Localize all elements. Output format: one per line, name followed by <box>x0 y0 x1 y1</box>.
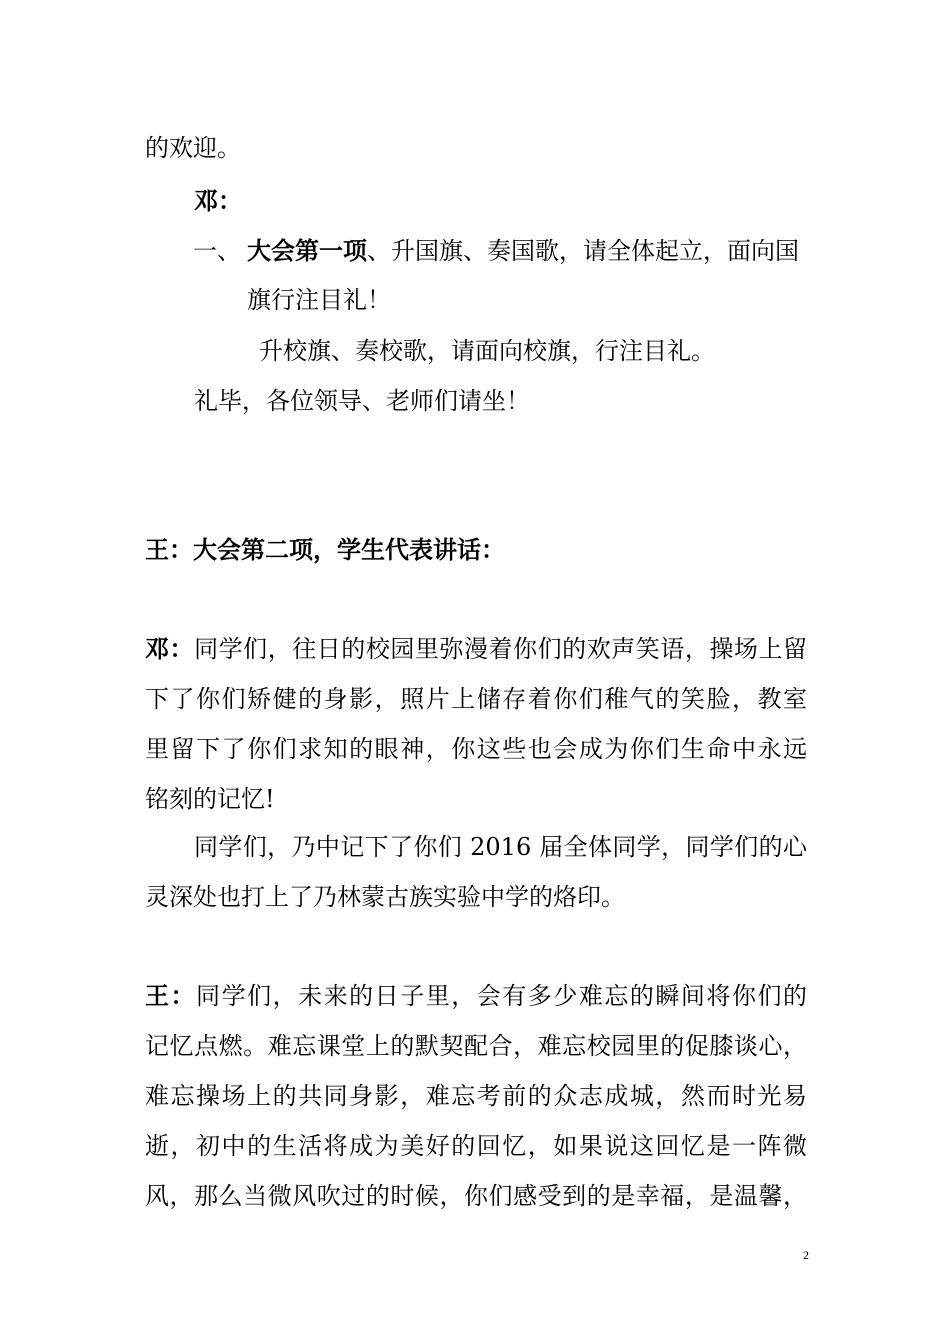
agenda-text: 、升国旗、奏国歌，请全体起立，面向国 <box>367 237 799 265</box>
speaker-name: 邓： <box>145 634 195 663</box>
list-number: 一、 <box>193 237 241 265</box>
paragraph-line <box>145 1181 807 1211</box>
speaker-name: 王： <box>145 981 197 1010</box>
text: 礼毕，各位领导、老师们请坐！ <box>194 387 530 415</box>
paragraph-line <box>145 981 807 1011</box>
page-number: 2 <box>803 1248 809 1262</box>
paragraph-line <box>145 734 807 764</box>
text: 升校旗、奏校歌，请面向校旗，行注目礼。 <box>259 337 715 365</box>
paragraph-line <box>145 634 807 664</box>
text: 灵深处也打上了乃林蒙古族实验中学的烙印。 <box>145 883 625 911</box>
text: 下了你们矫健的身影，照片上储存着你们稚气的笑脸，教室 <box>145 685 807 713</box>
agenda-item-1 <box>193 236 241 266</box>
paragraph-line <box>145 684 807 714</box>
agenda-title: 大会第一项 <box>247 236 367 265</box>
text: 同学们，乃中记下了你们 2016 届全体同学，同学们的心 <box>194 833 807 861</box>
text: 铭刻的记忆! <box>145 785 275 813</box>
paragraph-line <box>145 1131 807 1161</box>
text: 旗行注目礼！ <box>247 286 391 314</box>
text-line <box>145 133 241 163</box>
speaker-line-wang <box>145 535 505 565</box>
text: 风，那么当微风吹过的时候，你们感受到的是幸福，是温馨， <box>145 1182 807 1210</box>
paragraph-line <box>145 784 275 814</box>
text: 同学们，未来的日子里，会有多少难忘的瞬间将你们的 <box>196 982 808 1010</box>
text: 难忘操场上的共同身影，难忘考前的众志成城，然而时光易 <box>145 1082 807 1110</box>
speaker-label-deng <box>194 186 242 216</box>
text: 记忆点燃。难忘课堂上的默契配合，难忘校园里的促膝谈心， <box>145 1032 807 1060</box>
text: 王：大会第二项，学生代表讲话： <box>145 535 505 564</box>
paragraph-line <box>145 1031 807 1061</box>
text: 的欢迎。 <box>145 134 241 162</box>
agenda-item-1-text <box>247 236 799 266</box>
text: 同学们，往日的校园里弥漫着你们的欢声笑语，操场上留 <box>194 635 807 663</box>
paragraph-line <box>194 832 807 862</box>
speaker-name: 邓： <box>194 186 242 215</box>
paragraph-line <box>145 882 625 912</box>
text-line <box>247 285 391 315</box>
text-line <box>194 386 530 416</box>
text: 里留下了你们求知的眼神，你这些也会成为你们生命中永远 <box>145 735 807 763</box>
paragraph-line <box>145 1081 807 1111</box>
text-line <box>259 336 715 366</box>
text: 逝，初中的生活将成为美好的回忆，如果说这回忆是一阵微 <box>145 1132 807 1160</box>
